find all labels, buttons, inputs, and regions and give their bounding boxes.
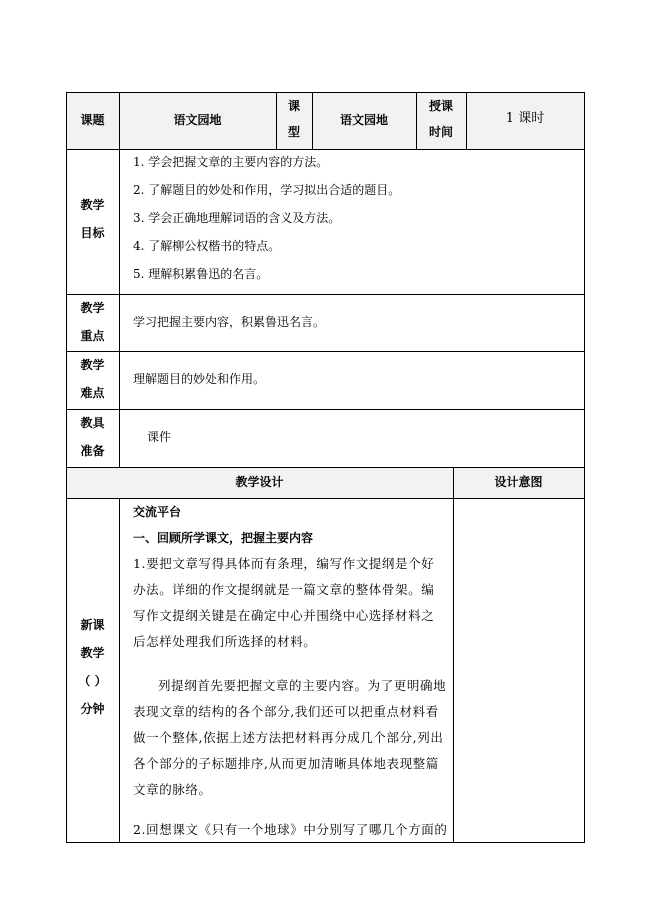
paragraph-2: 列提纲首先要把握文章的主要内容。为了更明确地表现文章的结构的各个部分,我们还可以把重点材料看做一个整体,依据上述方法把材料再分成几个部分,列出各个部分的子标题排序,从而更加清晰具体地表现整篇文章的脉络。 [133,678,447,797]
new-lesson-label-line3: （ ） [78,674,107,688]
row-divider-tools [66,467,585,468]
row-divider-objectives [66,294,585,295]
key-points-label-line1: 教学 [80,301,105,315]
tools-label-line2: 准备 [80,444,105,458]
objective-item-1: 1. 学会把握文章的主要内容的方法。 [133,155,329,169]
column-divider-label [119,92,120,467]
new-lesson-label-line4: 分钟 [80,702,105,716]
difficulties-label-line1: 教学 [80,358,105,372]
row-divider-header [66,149,585,150]
row-divider-key-points [66,351,585,352]
design-divider [453,467,454,842]
objective-item-5: 5. 理解积累鲁迅的名言。 [133,267,269,281]
row-divider-design-header [66,498,585,499]
tools-label-line1: 教具 [80,416,105,430]
objective-item-3: 3. 学会正确地理解词语的含义及方法。 [133,211,341,225]
objective-item-4: 4. 了解柳公权楷书的特点。 [133,239,281,253]
table-border-right [584,92,585,843]
row-divider-difficulties [66,409,585,410]
column-divider-label-lower [119,498,120,842]
time-label-line2: 时间 [428,125,453,139]
key-points-label-line2: 重点 [80,329,105,343]
difficulties-text: 理解题目的妙处和作用。 [133,372,266,386]
paragraph-3: 2.回想课文《只有一个地球》中分别写了哪几个方面的 [133,822,448,837]
new-lesson-label-line1: 新课 [80,618,105,632]
lesson-type-label-line2: 型 [287,125,300,139]
lesson-title-label: 课题 [80,113,105,127]
lesson-type-label-line1: 课 [287,99,300,113]
objectives-label-line1: 教学 [80,198,105,212]
time-value: 1 课时 [505,111,545,126]
key-points-text: 学习把握主要内容，积累鲁迅名言。 [133,315,326,329]
table-border-top [66,92,585,93]
paragraph-1: 1.要把文章写得具体而有条理，编写作文提纲是个好办法。详细的作文提纲就是一篇文章的整体骨架。编写作文提纲关键是在确定中心并围绕中心选择材料之后怎样处理我们所选择的材料。 [133,556,435,649]
design-header-left: 教学设计 [235,475,284,489]
objectives-label-line2: 目标 [80,226,105,240]
section-title: 交流平台 [133,505,182,519]
objective-item-2: 2. 了解题目的妙处和作用，学习拟出合适的题目。 [133,183,401,197]
subsection-title: 一、回顾所学课文，把握主要内容 [133,531,314,545]
design-header-right: 设计意图 [494,475,543,489]
tools-text: 课件 [147,430,172,444]
new-lesson-label-line2: 教学 [80,646,105,660]
difficulties-label-line2: 难点 [80,386,105,400]
lesson-title-value: 语文园地 [173,113,222,127]
lesson-type-value: 语文园地 [339,113,388,127]
time-label-line1: 授课 [428,99,453,113]
